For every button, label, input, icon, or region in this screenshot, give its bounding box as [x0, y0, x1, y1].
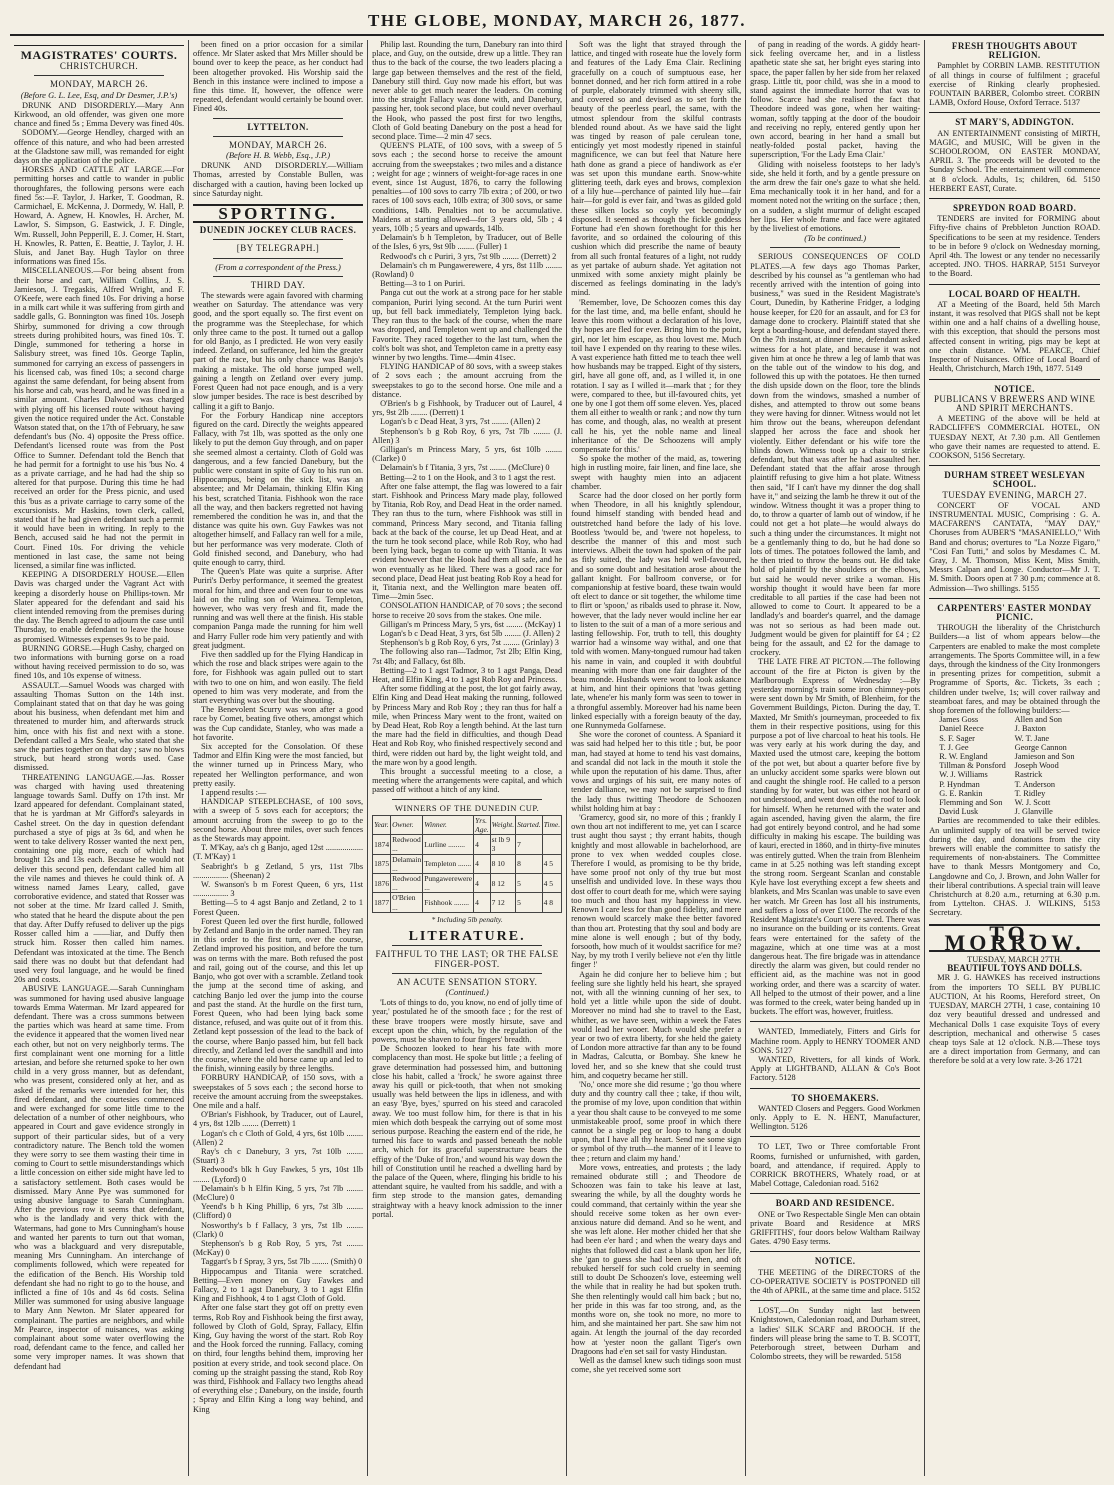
story-paragraph: More vows, entreaties, and protests ; the lady remained obdurate still ; and Theodore de Schoozen was fain to take his leave at last, swearing the while, by all the doughty words he could command, that certainly within the year she should receive some token as her own ever-anxious nature did demand. And so he went, and she was left alone. Her mother chided her that she had been e'er hard ; and when the weary days and nights that followed did cast a blank upon her life, she 'gan to guess she had been so then, and oft rebuked herself for such cold cruelty in seeming still to doubt De Schoozen's love, esteeming well the while that in reality he had but spoken truth. She then relentingly would call him back ; but no, her pride in this was far too strong, and, as the months wore on, she took no more, no more to him, and she maintained her part. She saw him not again. At length the journal of the day recorded how at 'yester noon the gallant Tiger's own Dragoons had e'en set sail for vasty Hindustan.: [571, 1162, 742, 1356]
divider: [213, 118, 343, 119]
table-cell: 4: [474, 854, 491, 873]
article-paragraph: After some fiddling at the post, the lot got fairly away, Elfin King and Dead Heat making the running, followed by Princess Mary and Rob Roy ; they ran thus for half a mile, when Princess Mary went to the front, waited on by Dead Heat, Rob Roy a length behind. At the last turn the mare had the field in difficulties, and though Dead Heat and Rob Roy, who finished respectively second and third, were ridden out hard by, the light weight told, and the mare won by a good length.: [372, 684, 563, 767]
article-paragraph: Philip last. Rounding the turn, Danebury ran into third place, and Guy, on the outside, drew up a little. They ran thus to the back of the course, the two leaders placing a large gap between themselves and the rest of the field, Danebury still third. Guy now made his effort, but was never able to get much nearer the leaders. On coming into the straight Fallacy was done with, and Danebury, passing her, took second place, but could never overhaul the Hook, who passed the post first for two lengths, Cloth of Gold beating Danebury on the post a head for second place. Time—2 min 47 secs.: [372, 40, 563, 142]
article-paragraph: The following also ran—Tadmor, 7st 2lb; Elfin King, 7st 4lb; and Fallacy, 6st 8lb.: [372, 647, 563, 666]
article-paragraph: Stephenson's b g Rob Roy, 5 yrs, 7st ........ (McKay) 0: [193, 1238, 364, 1258]
divider: [750, 1251, 920, 1252]
ad-title: NOTICE.: [814, 1256, 856, 1267]
article-paragraph: Delamain's b h Templeton, by Traducer, out of Belle of the Isles, 6 yrs, 9st 9lb ........ (Fuller) 1: [372, 233, 563, 252]
article-paragraph: Nosworthy's b f Fallacy, 3 yrs, 7st 1lb ........ (Clark) 0: [193, 1220, 364, 1239]
divider: [750, 1136, 920, 1137]
table-header-cell: Time.: [542, 815, 561, 834]
masthead-title: THE GLOBE, MONDAY, MARCH 26, 1877.: [368, 11, 746, 30]
article-paragraph: KEEPING A DISORDERLY HOUSE.—Ellen Davis was charged under the Vagrant Act with keeping a disorderly house on Phillips-town. Mr Slater appeared for the defendant and said his client intended removing from the premises during the day. The Bench agreed to adjourn the case until Thursday, to enable defendant to leave the house as promised. Witnesses expenses 9s to be paid.: [14, 570, 185, 644]
article-paragraph: W. Swanson's b m Forest Queen, 6 yrs, 11st ................. 3: [193, 880, 364, 899]
table-cell: 8: [516, 854, 543, 873]
story-paragraph: 'Gramercy, good sir, no more of this ; frankly I own thou art not indifferent to me, yet can I scarce trust aught thou sayst ; thy errant habits, though knightly and most allowable in bachelorhood, are prone to vex when wedded couples close. Therefore I would, as promising to be thy bride, have some proof not only of thy true but most unselfish and undivided love. In these ways thou dost offer to court death for me, which were saying too much and thou hast my happiness in view. Renown I care less for than good fidelity, and mere renown would scarcely make thee better favored than thou art. Protesting that thy soul and body are mine alone is well enough ; but of thy body, forsooth, how much of it wouldst sacrifice for me? Nay, by my troth I verily believe not e'en thy little finger !': [571, 813, 742, 970]
builder-name: George Cannon: [1014, 742, 1067, 752]
ad-st-marys: [929, 118, 1100, 193]
divider: [392, 945, 542, 946]
article-paragraph: Yeend's b h King Phillip, 6 yrs, 7st 3lb ........ (Clifford) 0: [193, 1202, 364, 1221]
columns: [10, 40, 1104, 1476]
table-cell: Redwood ...: [392, 874, 421, 893]
ad-board: [750, 1199, 920, 1246]
article-paragraph: Logan's b c Dead Heat, 3 yrs, 7st ........ (Allen) 2: [380, 417, 541, 427]
table-header-row: [373, 815, 562, 834]
ad-subtitle: PUBLICANS V BREWERS AND WINE AND SPIRIT MERCHANTS.: [934, 393, 1096, 413]
ad-notice: [750, 1257, 920, 1295]
divider: [213, 258, 343, 259]
article-paragraph: This brought a successful meeting to a close, a meeting where the arrangements were capital, and which passed off without a hitch of any kind.: [372, 767, 563, 795]
story-body: [372, 998, 562, 1219]
table-cell: 7 12: [490, 893, 515, 912]
story-paragraph: So spoke the mother of the maid, as, towering high in rustling moire, fair linen, and fine lace, she swept with haughty mien into an adjacent chamber.: [571, 454, 742, 491]
bench-line: (Before G. L. Lee, Esq, and Dr Desmer, J.P.'s): [20, 89, 178, 100]
builder-name: T. Anderson: [1014, 779, 1056, 789]
article-paragraph: The stewards were again favored with charming weather on Saturday. The attendance was very good, and the sport equally so. The first event on the programme was the Steeplechase, for which only three came to the post. It turned out a gallop for old Banjo, as I predicted. He won very easily indeed. Zetland, on sufferance, led him the greater part of the race, but his only chance was Banjo's making a mistake. The old horse jumped well, gaining a length on Zetland over every jump. Forest Queen had not pace enough, and is a very slow jumper besides. The race is best described by calling it a gift to Banjo.: [193, 291, 364, 411]
divider: [14, 45, 184, 46]
ad-subtitle: TUESDAY EVENING, MARCH 27.: [942, 489, 1087, 500]
table-row: [373, 893, 562, 912]
builder-name: R. W. England: [939, 752, 988, 762]
builder-name: J. Glanville: [1014, 807, 1053, 817]
article-paragraph: Betting—2 to 1 agst Tadmor, 3 to 1 agst Panga, Dead Heat, and Elfin King, 4 to 1 agst Rob Roy and Princess.: [372, 665, 563, 685]
builder-name: T. J. Gee: [939, 742, 969, 752]
builder-name: P. Hyndman: [939, 779, 980, 789]
ad-text: Pamphlet by CORBIN LAMB. RESTITUTION of all things in course of fulfilment ; graceful exercise of Rinking clearly prophesied. FOUNTAIN BARBER, Colombo street. CORBIN LAMB, Oxford House, Oxford Terrace. 5137: [929, 61, 1101, 108]
table-cell: 4: [474, 874, 491, 893]
table-cell: 1876: [373, 874, 391, 893]
builder-name: Daniel Reece: [939, 724, 984, 734]
table-cell: 4 8: [542, 893, 561, 912]
article-paragraph: Logan's ch c Cloth of Gold, 4 yrs, 6st 10lb ........ (Allen) 2: [193, 1128, 364, 1147]
article-paragraph: Redwood's ch c Puriri, 3 yrs, 7st 9lb ........ (Derrett) 2: [380, 251, 557, 261]
literature-heading: LITERATURE.: [408, 929, 526, 945]
telegraph-line: [BY TELEGRAPH.]: [236, 243, 320, 254]
article-body: [193, 40, 363, 114]
tomorrow-heading: TO-MORROW.: [929, 924, 1100, 952]
article-paragraph: been fined on a prior occasion for a similar offence. Mr Slater asked that Mrs Miller should be bound over to keep the peace, as her conduct had been altogether provoked. His Worship said the Bench in this instance were inclined to impose a fine this time. If, however, the offence were repeated, defendant would certainly be bound over. Fined 40s.: [193, 40, 364, 114]
winners-table: [372, 815, 562, 913]
table-cell: st lb 9 3: [490, 835, 515, 854]
ad-picnic: [929, 604, 1100, 918]
table-cell: [542, 835, 561, 854]
story-paragraph: Soft was the light that strayed through the lattice, and tinged with roseate hue the lovely form and features of the Lady Ema Clair. Reclining gracefully on a couch of sumptuous ease, her bonnet donned, and her rich form attired in a robe of purple, elaborately trimmed with sheeny silk, and covered so and devised as to set forth the beauty of the peerless pearl, the same, with the utmost splendour from the skilful contrasts blended round about. As we have said the light was tinged by reason of pale cerulean tone, enticingly yet most modestly ripened in stainful magnificence, we can but feel that Nature here hath done as grand a piece of handiwork as e'er was set upon this mundane earth. Snow-white glittering teeth, dark eyes and brows, complexion of a lily hue—perchance of painted lily hue—fair hair—for gold is ever fair, and 'twas as gilded gold these silken locks so coyly yet becomingly disposed. It seemed as though the fickle goddess Fortune had e'en shown forethought for this her favorite, and so ordained the colouring of this cushion which did prescribe the name of beauty from all such frontal features of a light, not ruddy as yet partake of auburn shade. Yet agitation not unmixed with some anxiety might plainly be discerned as feelings dominating in the lady's mind.: [571, 40, 742, 298]
builder-name: W. J. Scott: [1014, 798, 1051, 808]
divider: [392, 973, 542, 974]
ad-spreydon: [929, 204, 1100, 279]
table-cell: 5: [516, 893, 543, 912]
ad-title: CARPENTERS' EASTER MONDAY PICNIC.: [937, 602, 1092, 622]
article-paragraph: THREATENING LANGUAGE.—Jas. Rosser was charged with having used threatening language towards Saml. Duffy on 17th inst. Mr Izard appeared for defendant. Complainant stated, that he is yardman at Mr Gifford's saleyards in Cashel street. On the day in question defendant purchased a stye of pigs at 3s 6d, and when he went to take delivery Rosser wanted the next pen, containing one pig more, each of which had brought 12s and 13s each. Because he would not deliver this second pen, defendant called him all the vile names and thieves he could think of. A witness named James Leary, called, gave corroborative evidence, and stated that Rosser was not sober at the time. Mr Izard called J. Smith, who stated that he heard the dispute about the pen that day. After Duffy refused to deliver up the pigs Rosser called him a ——liar, and Duffy then struck him. Rosser then called him names. Defendant was intoxicated at the time. The Bench said there was no doubt but that defendant had used very foul language, and he would be fined 20s and costs.: [14, 772, 185, 985]
column-3: [368, 40, 567, 1476]
builder-name: Flemming and Son: [939, 798, 1003, 808]
article-paragraph: DRUNK AND DISORDERLY.—William Thomas, arrested by Constable Bullen, was discharged with a caution, having been locked up since Saturday night.: [193, 161, 364, 198]
builder-name: S. F. Sager: [939, 733, 975, 743]
article-paragraph: HANDICAP STEEPLECHASE, of 100 sovs, with a sweep of 5 sovs each for acceptors; the amount accruing from the sweep to go to the second horse. About three miles, over such fences as the Stewards may appoint.: [193, 797, 364, 844]
article-paragraph: Panga cut out the work at a strong pace for her stable companion, Puriri lying second. At the turn Puriri went up, but fell back immediately, Templeton lying back. They ran thus to the back of the course, when the mare was dropped, and Templeton went up and challenged the Favorite. They raced together to the last turn, when the colt's bolt was shot, and Templeton came in a pretty easy winner by two lengths. Time—4min 41sec.: [372, 288, 563, 362]
article-paragraph: Seabright's b g Zetland, 5 yrs, 11st 7lbs ................. (Sheenan) 2: [193, 861, 364, 880]
table-cell: 8 12: [490, 874, 515, 893]
ad-text: AT a Meeting of the Board, held 5th March instant, it was resolved that PIGS shall not be kept within one and a half chains of a dwelling house, with this exception, that should the persons most affected consent in writing, pigs may be kept at one chain distance. WM. PEARCE, Chief Inspector of Nuisances. Office of Local Board of Health, Christchurch, March 19th, 1877. 5149: [929, 299, 1101, 374]
ad-lost: LOST,—On Sunday night last between Knightstown, Caledonian road, and Durham street, a ladies' SILK SCARF and BROOCH. If the finders will please bring the same to T. B. SCOTT, Peterborough street, between Durham and Colombo streets, they will be rewarded. 5158: [750, 1306, 921, 1362]
classified-ad: WANTED, Immediately, Fitters and Girls for Machine room. Apply to HENRY TOOMER AND SONS. 5127: [750, 1027, 921, 1055]
builders-list: [929, 715, 1100, 816]
builder-name: Jamieson and Son: [1014, 752, 1075, 762]
article-paragraph: T. M'Kay, aa's ch g Banjo, aged 12st .................. (T. M'Kay) 1: [193, 843, 364, 862]
section-heading: MAGISTRATES' COURTS.: [20, 48, 178, 62]
table-cell: Templeton .......: [423, 854, 474, 873]
ad-text: THE MEETING of the DIRECTORS of the CO-OPERATIVE SOCIETY is POSTPONED till the 4th of APRIL, at the same time and place. 5152: [750, 1267, 921, 1295]
story-paragraph: Well as the damsel knew such tidings soon must come, she yet received some sort: [571, 1356, 742, 1375]
builder-name: W. T. Jane: [1014, 733, 1050, 743]
article-body: [193, 291, 363, 1414]
date-line: MONDAY, MARCH 26.: [50, 79, 149, 90]
builder-name: W. J. Williams: [939, 770, 988, 780]
table-header-cell: Weight.: [490, 815, 515, 834]
article-paragraph: Betting—5 to 4 agst Banjo and Zetland, 2 to 1 Forest Queen.: [193, 898, 364, 917]
article-paragraph: QUEEN'S PLATE, of 100 sovs, with a sweep of 5 sovs each ; the second horse to receive the amount accruing from the sweepstakes ; two miles and a distance ; weight for age ; winners of weight-for-age races in one event, since 1st August, 1876, to carry the following penalties—of 100 sovs to carry 7lb extra ; of 200, or two races of 100 sovs each, 10lb extra; of 300 sovs, or same conditions, 14lb. Penalties not to be accumulative. Maidens at starting allowed—for 3 years old, 5lb ; 4 years, 10lb ; 5 years and upwards, 14lb.: [372, 141, 563, 234]
article-paragraph: THE LATE FIRE AT PICTON.—The following account of the fire at Picton is given by the Marlborough Express of Wednesday :—By yesterday morning's train some iron chimney-pots were sent down by Mr Smith, of Blenheim, for the Government Buildings, Picton. During the day, T. Maxted, Mr Smith's journeyman, proceeded to fix them in their respective positions, using for this purpose a pot of live charcoal to heat his tools. He was very early at his work during the day, and Maxted used the utmost care, keeping the bottom of the pot wet, but about a quarter before five by an unlucky accident some sparks were blown out and caught the shingle roof. He called to a person standing by for water, but was either not heard or not understood, and went down off the roof to look for himself. When he returned with the water and again ascended, having given the alarm, the fire had got entirely beyond control, and he had some difficulty in making his escape. The building was of kauri, erected in 1860, and in thirty-five minutes was entirely gutted. When the train from Blenheim came in at 5.25 nothing was left standing except the strong room. Sergeant Scanlan and constable Kyle have lost everything except a few sheets and blankets, and Mrs Scanlan was unable to save even her watch. Mr Green has lost all his instruments, and suffers a loss of over £100. The records of the Resident Magistrate's Court were saved. There was no insurance on the building or its contents. Great fears were entertained for the safety of the magazine, which at one time was at a most dangerous heat. The fire brigade was in attendance directly the alarm was given, but could render no efficient aid, as the machine was not in good working order, and there was a scarcity of water. All helped to the utmost of their power, and a line was formed to the creek, water being handed up in buckets. The effort was, however, fruitless.: [750, 657, 921, 1017]
table-cell: 4: [474, 835, 491, 854]
story-paragraph: Gliding with noiseless footsteps to her lady's side, she held it forth, and by a gentle pressure on the arm drew the fair one's gaze to what she held. Ema mechanically took it in her hand, and for a moment noted not the writing on the surface ; then, on a sudden, a slight murmur of delight escaped her lips. Her whole frame and face were agitated by the liveliest of emotions.: [750, 159, 921, 234]
ad-shoemakers: [750, 1094, 920, 1132]
divider: [929, 598, 1100, 599]
builder-name: James Goss: [939, 715, 979, 725]
masthead: [10, 8, 1104, 36]
article-body: [14, 101, 184, 1371]
divider: [34, 75, 164, 76]
ad-title: TO SHOEMAKERS.: [791, 1092, 879, 1103]
ad-text: A MEETING of the above will be held at RADCLIFFE'S COMMERCIAL HOTEL, ON TUESDAY NEXT, At 7.30 p.m. All Gentlemen who gave their names are requested to attend. E. COOKSON, 5156 Secretary.: [929, 414, 1101, 460]
table-cell: 5: [516, 874, 543, 893]
table-cell: 1875: [373, 854, 391, 873]
article-paragraph: HORSES AND CATTLE AT LARGE.—For permitting horses and cattle to wander in public thoroughfares, the following persons were each fined 5s:—F. Taylor, J. Harker, T. Goodman, R. Carmichael, E. McKenna, J. Dormedy, W. Hall, P. Howard, A. Agnew, H. Knowles, H. Archer, M. Lawlor, S. Simpson, G. Eastwick, J. F. Dingle, Wm. Russell, John Pepperill, E. J. Comer, H. Start, H. Knowles, R. Patten, E. Beattie, J. Taylor, J. H. Sluis, and Janet Bay. Hugh Taylor on three informations was fined 15s.: [14, 165, 185, 267]
column-2: [189, 40, 368, 1476]
ad-title: LOCAL BOARD OF HEALTH.: [948, 288, 1081, 299]
builder-name: Rastrick: [1014, 770, 1043, 780]
table-cell: Fishhook ........: [423, 893, 474, 912]
auction-date: TUESDAY, MARCH 27TH.: [967, 955, 1063, 965]
table-cell: Redwood ...: [392, 835, 421, 854]
column-4: [567, 40, 746, 1476]
article-paragraph: Gilligan's m Princess Mary, 5 yrs, 6st ........ (McKay) 1: [380, 619, 562, 629]
table-note: * Including 5lb penalty.: [431, 914, 503, 924]
divider: [929, 284, 1100, 285]
divider: [213, 136, 343, 137]
table-cell: 1874: [373, 835, 391, 854]
story-paragraph: Scarce had the door closed on her portly form when Theodore, in all his knightly splendour, found himself standing with bended head and outstretched hand before the lady of his love. Bootless 'twould be, and 'twere not hopeless, to describe the manner of this and most such interviews. Albeit the town had spoken of the pair as fitly suited, the lady was held well-favoured, and so some doubt and hesitation arose about the gallant knight. For ballroom converse, or for companionship at festive board, these twain would oft elect to dance or sit together, the whilome time to flirt or 'spoon,' as ribalds used to phrase it. Now, however, that the lady never would incline her ear to listen to the suit of a man of a more serious and lasting fellowship. For, truth to tell, this doughty warrior had a winsome way withal, and one that told with women. Many-tongued rumour had taken his name in vain, and coupled it with doubtful meaning with more than one fair daughter of the beau monde. Husbands were wont to look askance at him, and hint their opinions that 'twas getting late, whene'er his manly form was seen to tower in a throngful assembly. Moreover had his name been linked especially with a foreign beauty of the day, one Runnymeda Golfarnese.: [571, 490, 742, 731]
story-paragraph: of pang in reading of the words. A giddy heart-sick feeling overcame her, and in a listless apathetic state she sat, her bright eyes staring into space, the paper fallen by her side from her relaxed grasp. Little tit, poor child, was she in a mood to stand against the immediate horror that was to follow. Scarce had she realised the fact that Theodore indeed was gone, when her waiting-woman, softly tapping at the door of the boudoir and receiving no reply, entered gently upon her own accord, bearing in her hand a small but neatly-folded postal packet, having the superscription, 'For the Lady Ema Clair.': [750, 40, 921, 160]
day-line: THIRD DAY.: [250, 279, 306, 290]
table-row: [373, 854, 562, 873]
divider: [750, 1193, 920, 1194]
divider: [213, 276, 343, 277]
article-body: [750, 252, 920, 1016]
table-title: WINNERS OF THE DUNEDIN CUP.: [394, 802, 540, 813]
classified-ads: [750, 1027, 920, 1082]
story-paragraph: She wore the coronet of countess. A Spaniard it was said had helped her to this title ; but, be poor man, had stayed at home to tend his vast domains, and scandal did not lack in the mouth it stole the while upon the reputation of his dame. Thus, after vows and urgings of his suit, ere many notes of tender dalliance, we may not be surprised to find the lady thus twitting Theodore de Schoozen whilst holding him at bay :: [571, 730, 742, 813]
table-row: [373, 835, 562, 854]
table-header-cell: Started.: [516, 815, 543, 834]
article-paragraph: SODOMY.—George Hendley, charged with an offence of this nature, and who had been arrested at the Gladstone saw mill, was remanded for eight days on the application of the police.: [14, 128, 185, 166]
story-paragraph: De Schoozen looked to hear his fate with more complacency than most. He spoke but little ; a feeling of grave determination had possessed him, and buttoning close his habit, called a 'frock,' he swore against three away his quill or pick-tooth, that when not smoking usually was held between the lips in idleness, and with an easy 'Bye, byes,' spurred on his steed and caracoled away. We too must follow him, for there is that in his mien which doth bespeak the carrying out of some most serious purpose. Reaching the eastern end of the ride, he turned his face to wards and passed beneath the noble arch, which for its graceful superstructure bears the effigy of the 'Duke of Iron,' and wound his way down the hill of Constitution until he reached a dwelling hard by the palace of the Queen, where, flinging his bridle to his attendant squire, he vaulted from his saddle, and with a firm step strode to the mansion gates, demanding straightway with a heavy knock admission to the inner portal.: [372, 1044, 563, 1219]
article-paragraph: Forest Queen led over the first hurdle, followed by Zetland and Banjo in the order named. They ran in this order to the first turn, over the course, Zetland improved his position, and before the turn was on terms with the mare. Both refused the post and rail, going out of the course, and this let up Banjo, who got over with a scramble. Zetland took the jump at the second time of asking, and catching Banjo led over the jump into the course and past the stand. At the hurdle on the first turn, Forest Queen, who had been lying back some distance, refused, and was quite out of it from this. Zetland kept possession of the lead to the back of the course, where Banjo passed him, but fell back directly, and Zetland led over the sandhill and into the course, where the old horse came up and led to the finish, winning easily by three lengths.: [193, 916, 364, 1074]
table-header-cell: Yrs. Age.: [475, 815, 489, 835]
story-subtitle: AN ACUTE SENSATION STORY.: [396, 976, 538, 987]
story-paragraph: Again he did conjure her to believe him ; but feeling sure she lightly held his heart, she sprayed not, with all the winning cunning of her sex, to hold yet a little while upon the side of doubt. Moreover no mind had she to travel to the East, whither, as we have seen, within a week the Fates would lead her wooer. Much would she prefer a year or two of extra liberty, for she held the gaiety of London more attractive far than any to be found in Madras, Calcutta, or Bombay. She knew he loved her, and so she knew that she could trust him, and coquetry became her still.: [571, 969, 742, 1080]
divider: [392, 799, 542, 800]
table-cell: 8 10: [490, 854, 515, 873]
article-paragraph: Betting—2 to 1 on the Hook, and 3 to 1 agst the rest.: [380, 472, 556, 482]
article-paragraph: Stephenson's b g Rob Roy, 6 yrs, 7st 7lb ........ (J. Allen) 3: [372, 426, 563, 445]
article-paragraph: BURNING GORSE.—Hugh Cashy, charged on two informations with burning gorse on a road without having received permission to do so, was fined 10s, and 10s expense of witness.: [14, 643, 185, 681]
table-cell: 4: [474, 893, 491, 912]
article-paragraph: Stephenson's b g Rob Roy, 6 yrs, 7st ........ (Grinlay) 3: [380, 638, 559, 648]
column-5: [746, 40, 925, 1476]
table-cell: 4 5: [542, 874, 561, 893]
story-title: FAITHFUL TO THE LAST; OR THE FALSE FINGER-POST.: [375, 949, 559, 969]
ad-publicans: [929, 385, 1100, 461]
ad-text: CONCERT OF VOCAL AND INSTRUMENTAL MUSIC, Comprising : G. A. MACFAREN'S CANTATA, "MAY DAY," Choruses from AUBER'S "MASANIELLO," With Band and chorus; overtures to "La Nozze Figaro," "Cosi Fan Tutti," and solos by Mesdames C. M. Gray, J. M. Thomson, Miss Kent, Miss Smith, Messrs Calpan and Longe. Conductor—Mr J. T. M. Smith. Doors open at 7 30 p.m; commence at 8. Admission—Two shillings. 5155: [929, 500, 1101, 593]
article-paragraph: Hippocampus and Titania were scratched. Betting—Even money on Guy Fawkes and Fallacy, 2 to 1 agst Danebury, 3 to 1 agst Elfin King and Fishhook, 4 to 1 agst Cloth of Gold.: [193, 1266, 364, 1304]
classified-ad: WANTED, Rivetters, for all kinds of Work. Apply at LIGHTBAND, ALLAN & Co's Boot Factory. 5128: [750, 1054, 921, 1083]
divider: [750, 1088, 920, 1089]
ad-title: SPREYDON ROAD BOARD.: [952, 203, 1077, 214]
article-paragraph: FORBURY HANDICAP, of 150 sovs, with a sweepstakes of 5 sovs each ; the second horse to receive the amount accruing from the sweepstakes. One mile and a half.: [193, 1073, 364, 1110]
story-continued: (Continued.): [445, 986, 489, 997]
article-paragraph: SERIOUS CONSEQUENCES OF COLD PLATES.—A few days ago Thomas Parker, described by his counsel as "a gentleman who had recently arrived with the intention of going into business," was sued in the Resident Magistrate's Court, Dunedin, by Katherine Fridger, a lodging house keeper, for £20 for an assault, and for £3 for damage done to crockery. Plaintiff stated that she kept a boarding-house, and defendant stayed there. On the 7th instant, at dinner time, defendant asked witness for a hot plate, and because it was not given him at once he threw a leg of lamb that was on the table out of the window to his dog, and followed this up with the potatoes. He then turned the dish upside down on the floor, tore the blinds down from the windows, smashed a number of dishes, and attempted to throw out some beans they were having for dinner. Witness would not let him throw out the beans, whereupon defendant slapped her across the face and shook her violently. Either defendant or his wife tore the blinds down. Witness took up a chair to strike defendant, but that was after he had assaulted her. Defendant stated that the affair arose through plaintiff refusing to give him a hot plate. Witness then said, "If I can't have my dinner the dog shall have it," and seizing the lamb he threw it out of the window. Witness thought it was a proper thing to do, to throw a quarter of lamb out of window, if he could not get a hot plate—he would always do such a thing under the circumstances. It might not be a gentlemanly thing to do, but he had done so lots of times. The potatoes followed the lamb, and he then tried to throw the beans out. He did take hold of plaintiff by the shoulders or the elbows, but said he would never strike a woman. His worship thought it would have been far more creditable to all parties if the case had been not allowed to come to Court. It appeared to be a landlady's and boarder's quarrel, and the damage was not so serious as had been made out. Judgment would be given for plaintiff for £4 ; £2 being for the assault, and £2 for the damage to crockery.: [750, 252, 921, 658]
ad-title: NOTICE.: [994, 383, 1035, 394]
races-heading: DUNEDIN JOCKEY CLUB RACES.: [199, 225, 357, 236]
builder-name: G. E. Rankin: [939, 788, 983, 798]
article-paragraph: Logan's b c Dead Heat, 3 yrs, 6st 5lb ........ (J. Allen) 2: [380, 629, 561, 638]
sporting-heading: SPORTING.: [193, 204, 363, 223]
table-cell: Pungawerewere ...: [424, 874, 473, 893]
article-paragraph: After one false start they got off on pretty even terms, Rob Roy and Fishhook being the first away, followed by Cloth of Gold, Spray, Fallacy, Elfin King, Guy having the worst of the start. Rob Roy and the Hook forced the running. Fallacy, coming on third, four lengths behind them, improving her position at every stride, and took second place. On coming up the straight passing the stand, Rob Roy was third, Fishhook and Fallacy two lengths ahead of everything else ; Danebury, on the inside, fourth ; Spray and Elfin King a long way behind, and King: [193, 1303, 364, 1414]
article-paragraph: The Queen's Plate was quite a surprise. After Puriri's Derby performance, it seemed the greatest moral for him, and three and even four to one was laid on the ruling son of Waimea. Templeton, however, who was very fresh and fit, made the running and was well there at the finish. His stable companion Panga made the running for him well and Harry Fuller rode him very patiently and with great judgment.: [193, 567, 364, 650]
ad-text: TENDERS are invited for FORMING about Fifty-five chains of Prebbleton Junction ROAD. Specifications to be seen at my residence. Tenders to be in before 9 o'clock on Wednesday morning, April 4th. The lowest or any tender no necessarily accepted. JNO. THOS. HARRAP, 5151 Surveyor to the Board.: [929, 214, 1101, 279]
section-subheading: LYTTELTON.: [247, 121, 309, 132]
story-paragraph: 'Remember, love, De Schoozen comes this day for the last time, and, ma belle enfant, should he leave this room without a declaration of his love, thy hopes are fled for ever. Bring him to the point, girl, nor let him escape, as thou lovest me. Much toil have I expended on thy rearing to these wiles. A vast experience hath fitted me to teach thee well how husbands may be trapped. Eight of thy sisters, girl, have all gone off, and, as I willed it, in one rotation. I say as I willed it—mark that ; for they were, compared to thee, but ill-favoured chits, yet one by one I got them off some eleven. Yes, placed them all either to wealth or rank ; and now thy turn has come, and though, alas, no wealth at present call he his, yet the noble name and lineal inheritance of the De Schoozens will amply compensate for this.': [571, 297, 742, 454]
builder-name: T. Ridley: [1014, 788, 1046, 798]
table-body: [373, 835, 562, 913]
article-paragraph: Delamain's b f Titania, 3 yrs, 7st ........ (McClure) 0: [380, 463, 550, 473]
article-paragraph: Ray's ch c Danebury, 3 yrs, 7st 10lb ........ (Stuart) 3: [193, 1146, 364, 1166]
article-paragraph: Betting—3 to 1 on Puriri.: [380, 279, 466, 289]
article-paragraph: Delamain's b h Elfin King, 5 yrs, 7st 7lb ........ (McClure) 0: [193, 1183, 364, 1202]
article-paragraph: Delamain's ch m Pungawerewere, 4 yrs, 8st 11lb ........ (Rowland) 0: [372, 260, 563, 280]
table-cell: Delamain ...: [392, 854, 422, 873]
article-paragraph: Five then saddled up for the Flying Handicap in which the rose and black stripes were again to the fore, for Fishhook was again pulled out to start with two to one on him, and won easily. The field opened to him was very moderate, and from the start everything was over but the shouting.: [193, 649, 364, 705]
table-cell: 4 5: [542, 854, 561, 873]
divider: [770, 247, 900, 248]
story-paragraph: 'Lots of things to do, you know, no end of jolly time of year,' postulated he of the smooth face ; for the rest of these brave troopers were mostly hirsute, save and except upon the chin, which, by the regulation of the powers, must be shaven to four fingers' breadth.: [372, 998, 563, 1044]
divider: [929, 379, 1100, 380]
section-subheading: CHRISTCHURCH.: [59, 61, 139, 72]
article-paragraph: CONSOLATION HANDICAP, of 70 sovs ; the second horse to receive 20 sovs from the stakes. One mile.: [372, 601, 563, 620]
table-header-cell: Owner.: [391, 815, 423, 834]
article-paragraph: MISCELLANEOUS.—For being absent from their horse and cart, William Collins, J. S. Jamieson, J. Tregaskis, Alfred Wright, and F. O'Keefe, were each fined 10s. For driving a horse in a milk cart while it was suffering from girth and saddle galls, G. Bonnington was fined 10s. Joseph Shirby, summoned for driving a cow through streets during prohibited hours, was fined 10s. T. Dingle, summoned for tethering a horse in Salisbury street, was fined 10s. George Taplin, summoned for carrying an excess of passengers in his licensed cab, was fined 10s; a second charge against the same defendant, for being absent from his horse and cab, was heard, and he was fined in a similar amount. Charles Dalwood was charged with plying off his licensed route without having given the notice required under the Act. Constable Watson stated that, on the 17th of February, he saw defendant's bus (No. 4) opposite the Press office. Defendant's licensed route was from the Post Office to Sumner. Defendant told the Bench that he had permit for a fortnight to use his 'bus No. 4 as a private carriage, and he had had the ship so altered for that purpose. During this time he had received an order for the Press picnic, and used this 'bus as a private carriage to carry some of the excursionists. Mr Haskins, town clerk, called, stated that if he had given defendant such a permit it would have been in writing. In reply to the Bench, accused said he had not the permit in Court. Fined 10s. For driving the vehicle mentioned in last case, the same not being licensed, a similar fine was inflicted.: [14, 266, 185, 570]
correspondent-line: (From a correspondent of the Press.): [215, 261, 341, 272]
table-header-cell: Year.: [373, 815, 391, 834]
table-cell: 1877: [373, 893, 391, 912]
bench-line: (Before H. B. Webb, Esq., J.P.): [226, 150, 331, 161]
article-paragraph: O'Brien's b g Fishhook, by Traducer out of Laurel, 4 yrs, 9st 2lb ........ (Derrett) 1: [372, 398, 563, 418]
article-paragraph: Taggart's b f Spray, 3 yrs, 5st 7lb ........ (Smith) 0: [201, 1257, 363, 1267]
table-row: [373, 874, 562, 893]
article-paragraph: O'Brian's Fishhook, by Traducer, out of Laurel, 4 yrs, 8st 12lb ........ (Derrett) 1: [193, 1110, 364, 1129]
date-line: MONDAY, MARCH 26.: [229, 139, 328, 150]
builder-name: J. Baxton: [1014, 724, 1046, 734]
to-be-continued: (To be continued.): [804, 233, 867, 244]
newspaper-page: [10, 8, 1104, 1478]
ad-title: DURHAM STREET WESLEYAN SCHOOL.: [944, 470, 1085, 490]
column-6: [925, 40, 1104, 1476]
article-paragraph: For the Forbury Handicap nine acceptors figured on the card. Directly the weights appeared Fallacy, with 7st 1lb, was spotted as the only one likely to put the demon Guy through, and on paper she seemed almost a certainty. Cloth of Gold was dangerous, and a few fancied Danebury, but the public were constant in spite of Guy to his run on. Hippocampus, being on the sick list, was an absentee; and Mr Delamain, thinking Elfin King his best, scratched Titania. Fishhook won the race all the way, and then backers regretted not having remembered the condition he was in, and that the distance was quite his own. Guy Fawkes was not altogether himself, and Fallacy ran well for a mile, but her performance was very moderate. Cloth of Gold finished second, and Danebury, who had quite enough to carry, third.: [193, 410, 364, 567]
article-paragraph: ASSAULT.—Samuel Woods was charged with assaulting Thomas Sutton on the 14th inst. Complainant stated that on that day he was going about his business, when defendant met him and threatened to murder him, and afterwards struck him, once with his fist and next with a stone. Defendant called a Mrs Seale, who stated that she saw the parties together on that day ; saw no blows struck, but heard strong words used. Case dismissed.: [14, 680, 185, 773]
story-body: [571, 40, 741, 1374]
article-paragraph: I append results :—: [201, 788, 267, 798]
divider: [929, 465, 1100, 466]
ad-text: ONE or Two Respectable Single Men can obtain private Board and Residence at MRS GRIFFITHS', four doors below Waltham Railway Gates. 4790 Easy terms.: [750, 1209, 921, 1247]
divider: [750, 1300, 920, 1301]
article-paragraph: The Benevolent Scurry was won after a good race by Comet, beating five others, amongst which was the Cup candidate, Stanley, who was made a hot favorite.: [193, 705, 364, 742]
builder-name: Tillman & Ponsford: [939, 761, 1006, 771]
article-body: [372, 40, 562, 795]
table-cell: O'Brien ...: [391, 893, 423, 912]
article-paragraph: FLYING HANDICAP of 80 sovs, with a sweep stakes of 2 sovs each ; the amount accruing from the sweepstakes to go to the second horse. One mile and a distance.: [372, 362, 563, 399]
auction-text: MR J. G. HAWKES has received instructions from the importers TO SELL BY PUBLIC AUCTION, At his Rooms, Hereford street, On TUESDAY, MARCH 27TH, 1 case, containing 10 doz very beautiful dressed and undressed and Mechanical Dolls 1 case exquisite Toys of every description, mechanical and otherwise 5 cases cheap toys Sale at 12 o'clock. N.B.—These toys are a direct importation from Germany, and can therefore be sold at a very low rate. 3-26 1721: [929, 973, 1101, 1066]
table-cell: Lurline .........: [423, 835, 474, 854]
article-paragraph: Gilligan's m Princess Mary, 5 yrs, 6st 10lb ........ (Clarke) 0: [372, 444, 563, 464]
ad-title: FRESH THOUGHTS ABOUT RELIGION.: [951, 41, 1078, 61]
article-paragraph: After one false attempt, the flag was lowered to a fair start. Fishhook and Princess Mary made play, followed by Titania, Rob Roy, and Dead Heat in the order named. They ran thus to the turn, where Fishhook was still in command, Princess Mary second, and Titania falling back at the back of the course, let up Dead Heat, and at the turn he took second place, while Rob Roy, who had been lying back, began to come up with Titania. It was evident however that the Hook had them all safe, and he won eventually as he liked. There was a good race for second place, Dead Heat just beating Rob Roy a head for it, Titania next, and the Wellington mare beaten off. Time—2min 5sec.: [372, 481, 563, 602]
column-1: [10, 40, 189, 1476]
ad-to-let: TO LET, Two or Three comfortable Front Rooms, furnished or unfurnished, with garden, board, and attendance, if required. Apply to CORRICK BROTHERS, Whately road, or at Mabel Cottage, Caledonian road. 5162: [750, 1142, 921, 1189]
article-paragraph: Redwood's blk h Guy Fawkes, 5 yrs, 10st 1lb ........ (Lyford) 0: [193, 1165, 364, 1184]
ad-text: THROUGH the liberality of the Christchurch Builders—a list of whom appears below—the Carpenters are enabled to make the most complete arrangements. The Sports Committee will, in a few days, through the kindness of the City Ironmongers in presenting prizes for competition, submit a Programme of Sports, &c. Tickets, 3s each ; children under twelve, 1s; will cover railway and steamboat fares, and may be obtained through the shop foremen of the following builders:—: [929, 623, 1101, 715]
table-header-cell: Winner.: [423, 815, 474, 834]
ad-text: AN ENTERTAINMENT consisting of MIRTH, MAGIC, and MUSIC, Will be given in the SCHOOLROOM, ON EASTER MONDAY, APRIL 3. The proceeds will be devoted to the Sunday School. The entertainment will commence at 8 o'clock. Adults, 1s; children, 6d. 5150 HERBERT EAST, Curate.: [929, 128, 1101, 193]
builder-name: David Lusk: [939, 807, 979, 817]
article-paragraph: DRUNK AND DISORDERLY.—Mary Ann Kirkwood, an old offender, was given one more chance and fined 5s ; Emma Devery was fined 40s.: [14, 100, 185, 129]
builder-name: Allen and Son: [1014, 715, 1063, 725]
ad-text: WANTED Closers and Peggers. Good Workmen only. Apply to E. N. HENT, Manufacturer, Wellington. 5126: [750, 1103, 921, 1132]
article-paragraph: ABUSIVE LANGUAGE.—Sarah Cunningham was summoned for having used abusive language towards Emma Waterman. Mr Izard appeared for defendant. There was a cross summons between the parties which was heard at same time. From the evidence it appeared that the women lived near each other, but not on very neighborly terms. The first complainant went one morning for a little artesian, and before she returned spoke to her own child in a very gross manner, but as defendant, who was present, considered only at her, and as asked if the remarks were intended for her, this fired defendant, and the courtesies commenced and were exchanged for some little time to the delectation of a number of other neighbours, who appeared in Court and gave evidence strongly in support of their particular sides, but of a very contradictory nature. The Bench told the women they were sorry to see them wasting their time in coming to Court to settle misunderstandings which a little concession on either side might have led to a satisfactory settlement. Both cases would be dismissed. Mary Anne Pye was summoned for using abusive language to Sarah Cunningham. After the previous row it seems that defendant, who is the landlady and very thick with the Watermans, had gone to Mrs Cunningham's house and wanted her parents to turn out that woman, who was a blackguard and very disreputable, meaning Mrs Cunningham. An interchange of compliments followed, which were repeated for the edification of the Bench. His Worship told defendant she had no right to go to the house, and inflicted a fine of 10s and 4s 6d costs. Selina Miller was summoned for using abusive language to Mary Ann Newton. Mr Slater appeared for complainant. The parties are neighbors, and while Mr Pearce, inspector of nuisances, was asking complainant about some water overflowing the road, defendant came to the fence, and called her some very improper names. It was shown that defendant had: [14, 984, 185, 1371]
builder-name: Joseph Wood: [1014, 761, 1059, 771]
ad-title: ST MARY'S, ADDINGTON.: [955, 117, 1074, 128]
ad-concert: [929, 471, 1100, 593]
ad-title: BOARD AND RESIDENCE.: [775, 1198, 895, 1209]
story-body: [750, 40, 920, 233]
divider: [213, 239, 343, 240]
ad-religion: [929, 42, 1100, 107]
divider: [750, 1021, 920, 1022]
ad-text: Parties are recommended to take their edibles. An unlimited supply of tea will be served twice during the day, and donations from the city brewers will enable the committee to satisfy the requirements of non-abstainers. The Committee have to thank Messrs Montgomery and Co, Langdowne and Co, J. Brown, and John Waller for their liberal contributions. A special train will leave Christchurch at 8.20 a.m., returning at 6.30 p.m. from Lyttelton. CHAS. J. WILKINS, 5153 Secretary.: [929, 816, 1101, 918]
divider: [929, 112, 1100, 113]
auction-title: BEAUTIFUL TOYS AND DOLLS.: [947, 963, 1082, 974]
story-paragraph: 'No,' once more she did resume ; 'go thou where duty and thy country call thee ; take, if thou wilt, the promise of my love, upon condition that within a year thou shalt cause to be conveyed to me some unmistakeable proof, some proof in which there cannot be a single peg or loop to hang a doubt upon, that I have all thy heart. Send me some sign or symbol of thy truth—the manner of it I leave to thee ; return and claim my hand.': [571, 1079, 742, 1163]
table-cell: 7: [516, 835, 543, 854]
article-paragraph: Six accepted for the Consolation. Of these Tadmor and Elfin King were the most fancied, but the winner turned up in Princess Mary, who repeated her Wellington performance, and won pretty easily.: [193, 742, 364, 788]
ad-health: [929, 290, 1100, 374]
divider: [929, 198, 1100, 199]
